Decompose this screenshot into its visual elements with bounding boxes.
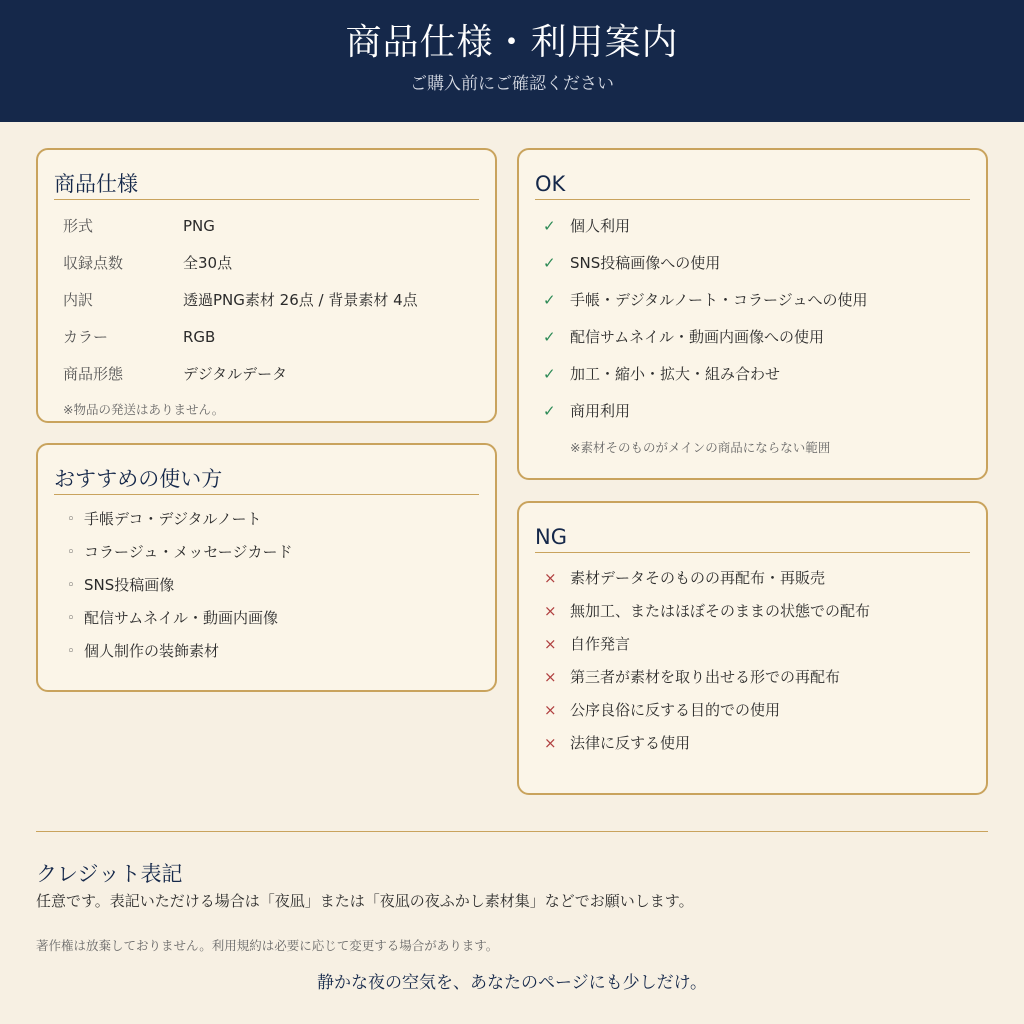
spec-value: 透過PNG素材 26点 / 背景素材 4点 (183, 291, 418, 309)
bullet-icon: ◦ (67, 578, 75, 593)
list-item: 無加工、またはほぼそのままの状態での配布 (570, 602, 871, 620)
spec-card (36, 148, 497, 423)
list-item: SNS投稿画像への使用 (570, 254, 721, 272)
spec-note: ※物品の発送はありません。 (63, 402, 225, 417)
ok-card-title: OK (535, 170, 970, 200)
spec-label: カラー (63, 328, 109, 346)
list-item: 手帳デコ・デジタルノート (84, 510, 262, 528)
spec-label: 収録点数 (63, 254, 124, 272)
list-item: 公序良俗に反する目的での使用 (570, 701, 781, 719)
cross-icon: × (544, 569, 557, 587)
check-icon: ✓ (543, 328, 556, 346)
list-item: コラージュ・メッセージカード (84, 543, 293, 561)
bullet-icon: ◦ (67, 611, 75, 626)
spec-label: 形式 (63, 217, 94, 235)
spec-value: PNG (183, 217, 215, 235)
bullet-icon: ◦ (67, 512, 75, 527)
spec-label: 内訳 (63, 291, 94, 309)
list-item: 加工・縮小・拡大・組み合わせ (570, 365, 781, 383)
cross-icon: × (544, 635, 557, 653)
cross-icon: × (544, 602, 557, 620)
spec-value: 全30点 (183, 254, 233, 272)
spec-value: RGB (183, 328, 216, 346)
footer-message: 静かな夜の空気を、あなたのページにも少しだけ。 (317, 973, 707, 993)
cross-icon: × (544, 701, 557, 719)
list-item: 商用利用 (570, 402, 631, 420)
list-item: 第三者が素材を取り出せる形での再配布 (570, 668, 841, 686)
list-item: 個人制作の装飾素材 (84, 642, 220, 660)
list-item: 手帳・デジタルノート・コラージュへの使用 (570, 291, 868, 309)
check-icon: ✓ (543, 217, 556, 235)
check-icon: ✓ (543, 365, 556, 383)
section-divider (36, 831, 988, 832)
spec-label: 商品形態 (63, 365, 124, 383)
list-item: 個人利用 (570, 217, 631, 235)
recommend-card-title: おすすめの使い方 (54, 465, 479, 495)
ok-note: ※素材そのものがメインの商品にならない範囲 (570, 440, 831, 455)
ok-card (517, 148, 988, 480)
page-subtitle: ご購入前にご確認ください (410, 74, 614, 94)
list-item: 素材データそのものの再配布・再販売 (570, 569, 826, 587)
check-icon: ✓ (543, 254, 556, 272)
ng-card-title: NG (535, 523, 970, 553)
bullet-icon: ◦ (67, 644, 75, 659)
list-item: 法律に反する使用 (570, 734, 691, 752)
recommend-card (36, 443, 497, 692)
ng-card (517, 501, 988, 795)
check-icon: ✓ (543, 402, 556, 420)
list-item: 自作発言 (570, 635, 631, 653)
spec-value: デジタルデータ (183, 365, 288, 383)
cross-icon: × (544, 668, 557, 686)
list-item: 配信サムネイル・動画内画像への使用 (570, 328, 824, 346)
bullet-icon: ◦ (67, 545, 75, 560)
list-item: 配信サムネイル・動画内画像 (84, 609, 278, 627)
copyright-note: 著作権は放棄しておりません。利用規約は必要に応じて変更する場合があります。 (36, 938, 499, 953)
credit-text: 任意です。表記いただける場合は「夜凪」または「夜凪の夜ふかし素材集」などでお願いします。 (36, 892, 694, 910)
cross-icon: × (544, 734, 557, 752)
list-item: SNS投稿画像 (84, 576, 175, 594)
page-title: 商品仕様・利用案内 (345, 22, 679, 63)
spec-card-title: 商品仕様 (54, 170, 479, 200)
credit-title: クレジット表記 (36, 862, 183, 886)
check-icon: ✓ (543, 291, 556, 309)
header (0, 0, 1024, 122)
